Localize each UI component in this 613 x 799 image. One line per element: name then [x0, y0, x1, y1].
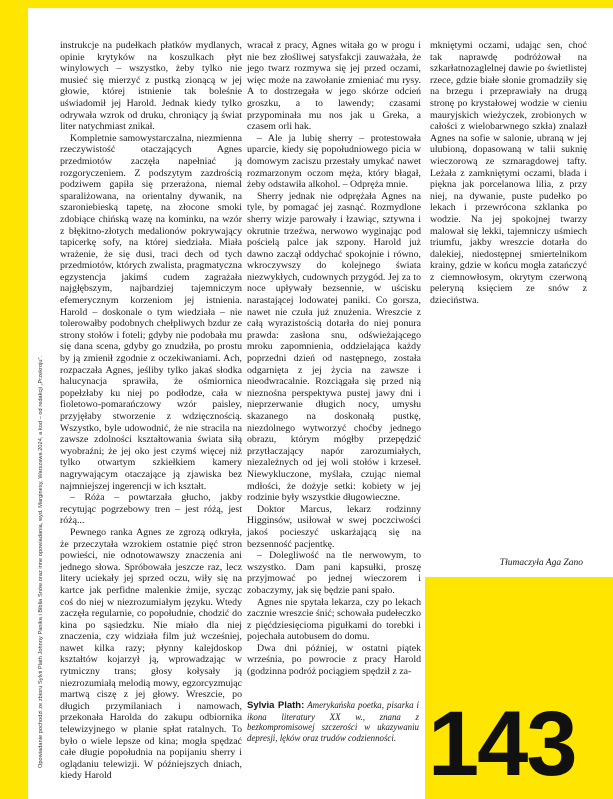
paragraph: – Dolegliwość na tle nerwowym, to wszystko. Dam pani kapsułki, proszę przyjmować po jednej wieczorem i zobaczymy, jak się będzie pani spało. [247, 550, 421, 596]
paragraph: mkniętymi oczami, udając sen, choć tak naprawdę podróżował na szkarłatnozaglelnej dawie po świetlistej rzece, gdzie białe słonie gromadziły się na brzegu i przeprawiały na drugą stronę po krystałowej wodzie w cieniu mauryjskich wieżyczek, zrobionych w całości z wielobarwnego szkła) znalazł Agnes na sofie w salonie, ubraną w jej ulubioną, dopasowaną w talii suknię wieczorową ze szmaragdowej tafty. Leżała z zamkniętymi oczami, blada i piękna jak porcelanowa lilia, z przy niej, na dywanie, puste pudełko po lekach i przewrócona szklanka po wodzie. Na jej spokojnej twarzy malował się lekki, tajemniczy uśmiech triumfu, jakby wreszcie dotarła do dalekiej, niedostępnej smiertelnikom krainy, gdzie w końcu mogła zatańczyć z ciemnowłosym, okrytym czerwoną peleryną księciem ze snów z dzieciństwa. [430, 40, 587, 307]
text-column-3 [430, 40, 587, 307]
paragraph: – Róża – powtarzała głucho, jakby recytując pogrzebowy tren – jest różą, jest różą... [60, 492, 242, 527]
paragraph: Kompletnie samowystarczalna, niezmienna rzeczywistość otaczających Agnes przedmiotów zaczęła napełniać ją rozgoryczeniem. Z podszytym zazdrością podziwem gapiła się przerażona, niemal sparaliżowana, na orientalny dywanik, na szaroniebieską tapetę, na złocone smoki zdobiące chińską wazę na kominku, na wzór z błękitno-złotych medalionów pokrywający tapicerkę sofy, na której siedziała. Miała wrażenie, że się dusi, traci dech od tych przedmiotów, których zwalista, pragmatyczna egzystencja jakimś cudem zagrażała najgłębszym, najbardziej tajemniczym efemerycznym korzeniom jej istnienia. Harold – doskonale o tym wiedziała – nie tolerowałby podobnych chełpliwych bzdur ze strony stołów i foteli; gdyby nie podobała mu się dana scena, gdyby go znudziła, po prostu by ją zmienił zgodnie z oczekiwaniami. Ach, rozpaczała Agnes, jeśliby tylko jakaś słodka halucynacja sprawiła, że ośmiornica popełzłaby ku niej po podłodze, cała w fioletowo-pomarańczowy wzór paisley, przyjęłaby stworzenie z wdzięcznością. Wszystko, byle udowodnić, że nie stracila na zawsze zdolności kształtowania świata siłą wyobraźni; że jej oko jest czymś więcej niż tylko otwartym szkiełkiem kamery nagrywającym otaczające ją zjawiska bez najmniejszej ingerencji w ich kształt. [60, 132, 242, 492]
paragraph: Pewnego ranka Agnes ze zgrozą odkryła, że przeczytała wzrokiem ostatnie pięć stron powieści, nie odnotowawszy znaczenia ani jednego słowa. Spróbowała jeszcze raz, lecz litery uciekały jej sprzed oczu, wiły się na kartce jak perfidne malenkie żmije, sycząc coś do niej w niezrozumiałym języku. Wtedy zaczęła regularnie, co popołudnie, chodzić do kina po sąsiedzku. Nie miało dla niej znaczenia, czy widziała film już wcześniej, nawet kilka razy; płynny kalejdoskop kształtów kojarzył ją, wprowadzając w rytmiczny trans; głosy kołysały ją niezrozumiałą melodią mowy, egzorcyzmując martwą ciszę z jej głowy. Wreszcie, po długich przymilaniach i namowach, przekonała Harolda do zakupu odbiornika telewizyjnego w planie spłat ratalnych. To było o wiele lepsze od kina; mogła spędzać całe długie popołudnia na popijaniu sherry i oglądaniu telewizji. W późniejszych dniach, kiedy Harold [60, 526, 242, 782]
source-note: Opowiadanie pochodzi ze zbioru Sylvii Plath Johnny Panika i Biblia Snów oraz inne opowiadania, wyd. Marginesy, Warszawa 2024, a kod – od redakcji „Przekroju”. [38, 355, 44, 768]
author-bio [247, 700, 419, 743]
yellow-top-right-band [425, 0, 613, 8]
text-column-2 [247, 40, 421, 678]
paragraph: – Ale ja lubię sherry – protestowała uparcie, kiedy się popołudniowego picia w domowym zaciszu przestały umykać nawet rozmarzonym oczom męża, który błagał, żeby odstawiła alkohol. – Odpręża mnie. [247, 132, 421, 191]
paragraph: Doktor Marcus, lekarz rodzinny Higginsów, usiłował w swej poczciwości jakoś pocieszyć uskarżającą się na bezsenność pacjentkę. [247, 503, 421, 550]
paragraph: Dwa dni później, w ostatni piątek września, po powrocie z pracy Harold (godzinna podróż pociągiem spędził z za- [247, 642, 421, 678]
yellow-top-band [28, 0, 425, 8]
paragraph: instrukcje na pudełkach płatków mydlanych, opinie krytyków na koszulkach płyt winylowych – wszystko, żeby tylko nie musieć się mierzyć z pustką zionącą w jej głowie, której istnienie tak boleśnie uświadomił jej Harold. Jednak kiedy tylko odrywała wzrok od druku, chroniący ją świat liter natychmiast znikał. [60, 40, 242, 133]
paragraph: Sherry jednak nie odprężała Agnes na tyle, by pomagać jej zasnąć. Rozmydlone sherry wizje parowały i łzawiąc, sztywna i okrutnie trzeźwa, nerwowo wyginając pod pościelą palce jak szpony. Harold już dawno zaczął oddychać spokojnie i równo, wkroczywszy do kolejnego świata niezwykłych, cudownych przygód. Jej za to noce upływały bezsennie, w uścisku narastającej lodowatej paniki. Co gorsza, nawet nie czuła już znużenia. Wreszcie z całą wyrazistością dotarła do niej ponura prawda: zasłona snu, odświeżającego mroku zapomnienia, oddzielająca każdy poprzedni dzień od następnego, została odgarnięta z jej życia na zawsze i nieodwracalnie. Rozciągała się przed nią nieznośna perspektywa pustej jawy dni i nieprzerwanie długich nocy, umysłu skazanego na doskonałą pustkę, niezdolnego wytworzyć choćby jednego obrazu, którym mógłby przepędzić przytłaczający napór zarozumiałych, niezależnych od jej woli stołów i krzeseł. Niewykluczone, myślała, czując niemal mdłości, że dożyje setki: kobiety w jej rodzinie były wszystkie długowieczne. [247, 190, 421, 504]
page-number: 143 [428, 693, 576, 795]
yellow-side-band [0, 0, 28, 799]
author-bio-text: Amerykańska poetka, pisarka i ikona literatury XX w., znana z bezkompromisowej szczerości w ukazywaniu depresji, lęków oraz trudów codzienności. [247, 700, 419, 743]
paragraph: Agnes nie spytała lekarza, czy po lekach zacznie wreszcie śnić; schowała pudełeczko z pięćdziesięcioma pigułkami do torebki i pojechała autobusem do domu. [247, 596, 421, 643]
text-column-1 [60, 40, 242, 782]
paragraph: wracał z pracy, Agnes witała go w progu i nie bez złośliwej satysfakcji zauważała, że jego twarz rozmywa się jej przed oczami, więc może na zawołanie zmieniać mu rysy. A to dostrzegała w jego skórze odcień groszku, a to lawendy; czasami przypominała mu nos jak u Greka, a czasem orli hak. [247, 40, 421, 133]
author-name: Sylvia Plath: [247, 700, 305, 711]
translator-credit: Tłumaczyła Aga Zano [499, 558, 583, 568]
